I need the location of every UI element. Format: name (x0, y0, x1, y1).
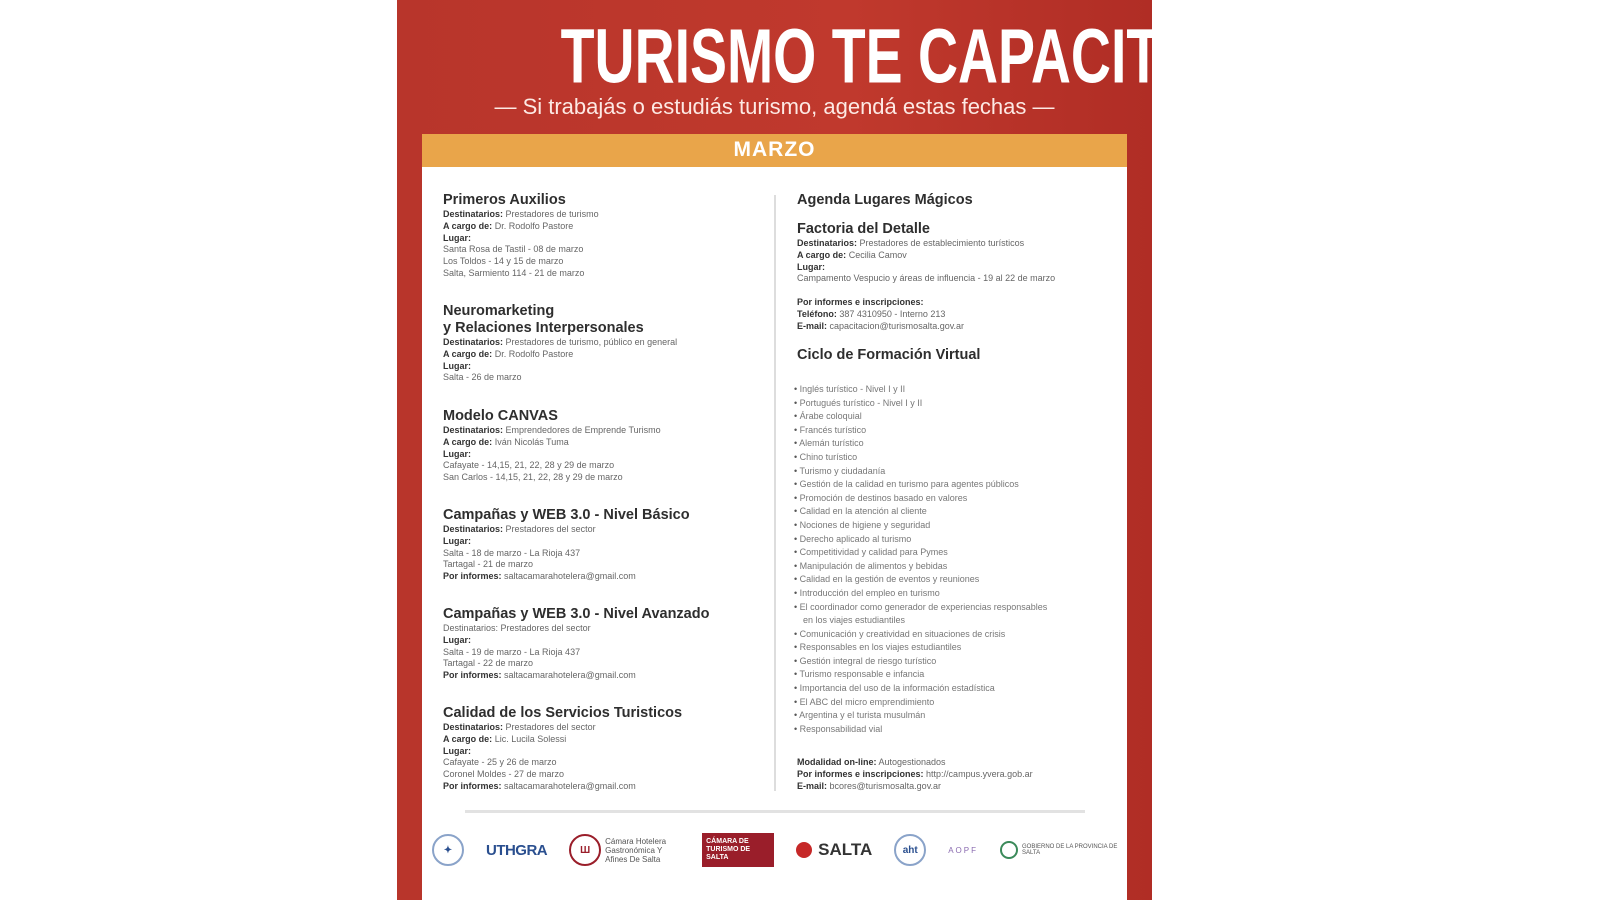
course-title: Factoria del Detalle (797, 221, 930, 237)
course-section (443, 705, 682, 793)
detail-label: Lugar: (443, 745, 471, 756)
detail-row (443, 670, 709, 682)
detail-label: Destinatarios: (443, 209, 504, 219)
list-item: • Responsables en los viajes estudiantiles (794, 641, 1047, 655)
detail-value: Tartagal - 22 de marzo (443, 658, 534, 669)
course-section (797, 221, 1055, 285)
detail-value: Salta - 19 de marzo - La Rioja 437 (443, 646, 581, 657)
detail-value: saltacamarahotelera@gmail.com (501, 780, 636, 791)
detail-label: Lugar: (443, 535, 471, 546)
detail-row (443, 221, 599, 233)
detail-row (443, 623, 709, 635)
detail-value: Prestadores del sector (503, 722, 596, 732)
detail-value: Iván Nicolás Tuma (492, 436, 569, 447)
list-item: • Nociones de higiene y seguridad (794, 519, 1047, 533)
detail-row (443, 524, 690, 536)
detail-label: Modalidad on-line: (797, 757, 877, 767)
logo-gobierno: GOBIERNO DE LA PROVINCIA DE SALTA (1000, 841, 1122, 859)
sponsor-logos (432, 830, 1122, 870)
detail-row (443, 472, 661, 484)
poster-title: TURISMO TE CAPACITA (560, 12, 1197, 100)
detail-row (443, 757, 682, 769)
poster (397, 0, 1197, 900)
detail-row (443, 209, 599, 221)
logo-salta: SALTA (796, 840, 872, 860)
detail-row (797, 262, 1055, 274)
detail-label: Destinatarios: (443, 425, 504, 435)
course-title: y Relaciones Interpersonales (443, 320, 644, 336)
detail-row (443, 734, 682, 746)
detail-row (443, 781, 682, 793)
detail-row (443, 268, 599, 280)
detail-value: Prestadores del sector (503, 524, 596, 534)
list-item: • Turismo responsable e infancia (794, 668, 1047, 682)
detail-label: Por informes: (443, 780, 502, 791)
detail-row (797, 769, 1033, 781)
list-item: • Manipulación de alimentos y bebidas (794, 560, 1047, 574)
list-item: • Argentina y el turista musulmán (794, 709, 1047, 723)
list-item: • Turismo y ciudadanía (794, 465, 1047, 479)
content-sheet (422, 167, 1127, 900)
course-title: Neuromarketing (443, 303, 555, 319)
list-item: • Árabe coloquial (794, 410, 1047, 424)
detail-value: http://campus.yvera.gob.ar (923, 768, 1033, 779)
course-title: Primeros Auxilios (443, 192, 566, 208)
detail-value: 387 4310950 - Interno 213 (836, 308, 946, 319)
detail-label: A cargo de: (443, 220, 493, 231)
detail-value: Emprendedores de Emprende Turismo (503, 425, 661, 435)
detail-row (797, 297, 964, 309)
logo-camara-hotelera: Ш Cámara Hotelera Gastronómica Y Afines De Salta (569, 834, 680, 866)
detail-value: Salta - 26 de marzo (443, 372, 522, 383)
course-section (443, 303, 677, 384)
detail-row (443, 658, 709, 670)
course-section (443, 507, 690, 583)
detail-row (443, 372, 677, 384)
course-section (797, 192, 973, 209)
list-item: • El ABC del micro emprendimiento (794, 696, 1047, 710)
detail-row (443, 571, 690, 583)
poster-subtitle: — Si trabajás o estudiás turismo, agendá estas fechas — (494, 94, 1055, 119)
detail-value: Cecilia Camov (846, 249, 907, 260)
detail-label: E-mail: (797, 320, 828, 331)
list-item: • Importancia del uso de la información estadística (794, 682, 1047, 696)
detail-row (443, 460, 661, 472)
list-item: • Portugués turístico - Nivel I y II (794, 397, 1047, 411)
detail-row (443, 437, 661, 449)
detail-value: bcores@turismosalta.gov.ar (827, 780, 942, 791)
detail-value: Campamento Vespucio y áreas de influencia - 19 al 22 de marzo (797, 273, 1056, 284)
detail-label: Lugar: (443, 634, 471, 645)
detail-row (797, 250, 1055, 262)
course-section (443, 192, 599, 280)
detail-value: Salta - 18 de marzo - La Rioja 437 (443, 547, 581, 558)
list-item: • Competitividad y calidad para Pymes (794, 546, 1047, 560)
detail-value: Cafayate - 25 y 26 de marzo (443, 757, 557, 768)
list-item: • Responsabilidad vial (794, 723, 1047, 737)
detail-row (443, 536, 690, 548)
detail-value: Los Toldos - 14 y 15 de marzo (443, 256, 564, 267)
detail-label: Destinatarios: (443, 524, 504, 534)
detail-row (443, 769, 682, 781)
detail-label: Lugar: (443, 232, 471, 243)
detail-value: saltacamarahotelera@gmail.com (501, 571, 636, 582)
detail-row (797, 309, 964, 321)
detail-row (443, 256, 599, 268)
course-title: Ciclo de Formación Virtual (797, 347, 981, 363)
emblem-icon: ✦ (432, 834, 464, 866)
detail-label: Destinatarios: (797, 238, 858, 248)
detail-row (443, 548, 690, 560)
list-item: • Gestión de la calidad en turismo para agentes públicos (794, 478, 1047, 492)
detail-row (443, 746, 682, 758)
list-item: • Comunicación y creatividad en situaciones de crisis (794, 628, 1047, 642)
detail-value: Dr. Rodolfo Pastore (492, 348, 574, 359)
detail-value: Autogestionados (876, 757, 946, 767)
course-title: Modelo CANVAS (443, 408, 558, 424)
detail-value: Dr. Rodolfo Pastore (492, 220, 574, 231)
hotel-emblem-icon: Ш (569, 834, 601, 866)
column-divider (774, 195, 776, 791)
detail-row (443, 559, 690, 571)
list-item: en los viajes estudiantiles (803, 615, 906, 626)
detail-value: Lic. Lucila Solessi (492, 733, 567, 744)
detail-label: Destinatarios: (443, 722, 504, 732)
virtual-course-list (794, 383, 1047, 736)
gov-seal-icon (1000, 841, 1018, 859)
logo-emblem (432, 834, 464, 866)
detail-label: E-mail: (797, 780, 828, 791)
detail-value: Prestadores de establecimiento turísticos (857, 238, 1025, 248)
detail-label: A cargo de: (443, 348, 493, 359)
detail-label: A cargo de: (797, 249, 847, 260)
detail-row (443, 337, 677, 349)
logo-aopf: AOPF (948, 845, 978, 855)
course-section (797, 347, 980, 364)
list-item: • Alemán turístico (794, 437, 1047, 451)
course-section (797, 757, 1033, 792)
month-banner: MARZO (422, 134, 1127, 167)
course-section (443, 606, 709, 682)
detail-row (797, 273, 1055, 285)
detail-row (443, 647, 709, 659)
detail-row (443, 449, 661, 461)
detail-value: Coronel Moldes - 27 de marzo (443, 769, 565, 780)
detail-label: Lugar: (443, 448, 471, 459)
detail-label: Por informes: (443, 670, 502, 681)
list-item: • Calidad en la atención al cliente (794, 505, 1047, 519)
detail-value: Prestadores de turismo (503, 209, 599, 219)
detail-value: Cafayate - 14,15, 21, 22, 28 y 29 de marzo (443, 460, 615, 471)
detail-row (443, 425, 661, 437)
detail-row (443, 349, 677, 361)
detail-value: capacitacion@turismosalta.gov.ar (827, 320, 965, 331)
course-title: Calidad de los Servicios Turisticos (443, 705, 683, 721)
course-section (443, 408, 661, 484)
detail-row (443, 244, 599, 256)
detail-label: Teléfono: (797, 308, 837, 319)
detail-row (797, 321, 964, 333)
detail-label: Por informes e inscripciones: (797, 768, 924, 779)
logo-aht: aht (894, 834, 926, 866)
list-item: • Introducción del empleo en turismo (794, 587, 1047, 601)
list-item: • Francés turístico (794, 424, 1047, 438)
detail-label: Por informes: (443, 571, 502, 582)
logo-camara-turismo: CÁMARA DE TURISMO DE SALTA (702, 833, 774, 867)
detail-row (443, 233, 599, 245)
list-item: • Chino turístico (794, 451, 1047, 465)
footer-divider (465, 810, 1085, 813)
detail-label: A cargo de: (443, 436, 493, 447)
logo-uthgra: UTHGRA (485, 841, 548, 859)
detail-value: Tartagal - 21 de marzo (443, 559, 534, 570)
detail-row (443, 635, 709, 647)
course-title: Campañas y WEB 3.0 - Nivel Básico (443, 507, 690, 523)
detail-row (797, 757, 1033, 769)
course-section (797, 297, 964, 332)
list-item: • Derecho aplicado al turismo (794, 533, 1047, 547)
detail-label: Por informes e inscripciones: (797, 297, 924, 307)
list-item: • Inglés turístico - Nivel I y II (794, 383, 1047, 397)
detail-row (443, 722, 682, 734)
detail-value: saltacamarahotelera@gmail.com (501, 670, 636, 681)
course-title: Campañas y WEB 3.0 - Nivel Avanzado (443, 606, 710, 622)
detail-value: Salta, Sarmiento 114 - 21 de marzo (443, 267, 585, 278)
detail-value: San Carlos - 14,15, 21, 22, 28 y 29 de marzo (443, 472, 623, 483)
list-item: • El coordinador como generador de experiencias responsables (794, 601, 1047, 615)
detail-value: Prestadores de turismo, público en general (503, 337, 678, 347)
detail-label: Destinatarios: (443, 337, 504, 347)
detail-row (443, 361, 677, 373)
detail-row (797, 238, 1055, 250)
detail-label: Lugar: (443, 360, 471, 371)
detail-value: Destinatarios: Prestadores del sector (443, 623, 591, 633)
course-title: Agenda Lugares Mágicos (797, 192, 973, 208)
list-item: • Gestión integral de riesgo turístico (794, 655, 1047, 669)
salta-mark-icon (796, 842, 812, 858)
detail-row (797, 781, 1033, 793)
list-item: • Calidad en la gestión de eventos y reuniones (794, 573, 1047, 587)
detail-value: Santa Rosa de Tastil - 08 de marzo (443, 244, 584, 255)
list-item: • Promoción de destinos basado en valores (794, 492, 1047, 506)
detail-label: A cargo de: (443, 733, 493, 744)
detail-label: Lugar: (797, 261, 825, 272)
